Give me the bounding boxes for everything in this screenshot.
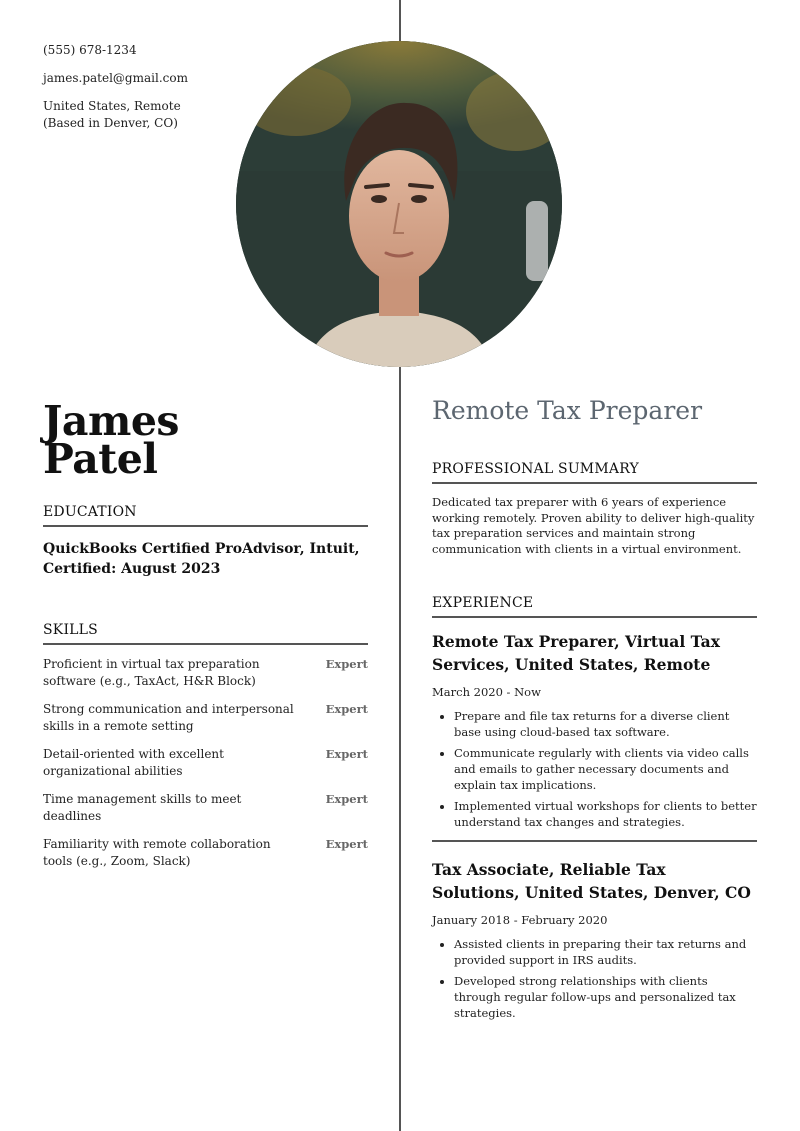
skills-heading: SKILLS	[43, 622, 368, 645]
experience-bullets	[432, 936, 757, 1021]
experience-item	[432, 858, 757, 1021]
skill-name: Strong communication and interpersonal skills in a remote setting	[43, 702, 294, 733]
skill-level: Expert	[325, 747, 368, 761]
summary-section	[432, 461, 757, 557]
experience-bullet: • Prepare and file tax returns for a diverse client base using cloud-based tax software.	[454, 708, 757, 740]
education-heading: EDUCATION	[43, 504, 368, 527]
phone-number: (555) 678-1234	[43, 43, 137, 57]
contact-info	[43, 42, 218, 143]
skill-item	[43, 746, 368, 780]
experience-section	[432, 595, 757, 1026]
experience-dates: March 2020 - Now	[432, 685, 541, 699]
summary-heading: PROFESSIONAL SUMMARY	[432, 461, 757, 484]
first-name: James	[43, 397, 180, 445]
job-title-heading: Remote Tax Preparer	[432, 396, 703, 425]
skill-name: Familiarity with remote collaboration tools (e.g., Zoom, Slack)	[43, 837, 271, 868]
last-name: Patel	[43, 435, 158, 483]
skill-item	[43, 791, 368, 825]
candidate-name	[43, 397, 180, 483]
skill-item	[43, 701, 368, 735]
skills-section	[43, 622, 368, 870]
experience-heading: EXPERIENCE	[432, 595, 757, 618]
skill-name: Detail-oriented with excellent organizational abilities	[43, 747, 224, 778]
education-section	[43, 504, 368, 579]
experience-title: Remote Tax Preparer, Virtual Tax Services, United States, Remote	[432, 632, 720, 674]
experience-item	[432, 630, 757, 830]
experience-bullet: • Assisted clients in preparing their tax returns and provided support in IRS audits.	[454, 936, 757, 968]
experience-bullet: • Communicate regularly with clients via video calls and emails to gather necessary documents and explain tax implications.	[454, 745, 757, 793]
education-entry: QuickBooks Certified ProAdvisor, Intuit, Certified: August 2023	[43, 541, 360, 577]
skill-name: Time management skills to meet deadlines	[43, 792, 242, 823]
experience-title: Tax Associate, Reliable Tax Solutions, United States, Denver, CO	[432, 860, 751, 902]
experience-bullets	[432, 708, 757, 830]
location: United States, Remote (Based in Denver, CO)	[43, 99, 181, 130]
experience-separator	[432, 840, 757, 842]
skill-item	[43, 656, 368, 690]
skill-item	[43, 836, 368, 870]
skill-level: Expert	[325, 837, 368, 851]
email-address: james.patel@gmail.com	[43, 71, 188, 85]
experience-dates: January 2018 - February 2020	[432, 913, 608, 927]
experience-bullet: • Developed strong relationships with clients through regular follow-ups and personalized tax strategies.	[454, 973, 757, 1021]
skill-name: Proficient in virtual tax preparation software (e.g., TaxAct, H&R Block)	[43, 657, 260, 688]
summary-text: Dedicated tax preparer with 6 years of experience working remotely. Proven ability to deliver high-quality tax preparation services and maintain strong communication with clients in a virtual environment.	[432, 495, 755, 556]
experience-bullet: • Implemented virtual workshops for clients to better understand tax changes and strategies.	[454, 798, 757, 830]
skill-level: Expert	[325, 657, 368, 671]
skill-level: Expert	[325, 702, 368, 716]
profile-photo	[236, 41, 562, 367]
skill-level: Expert	[325, 792, 368, 806]
